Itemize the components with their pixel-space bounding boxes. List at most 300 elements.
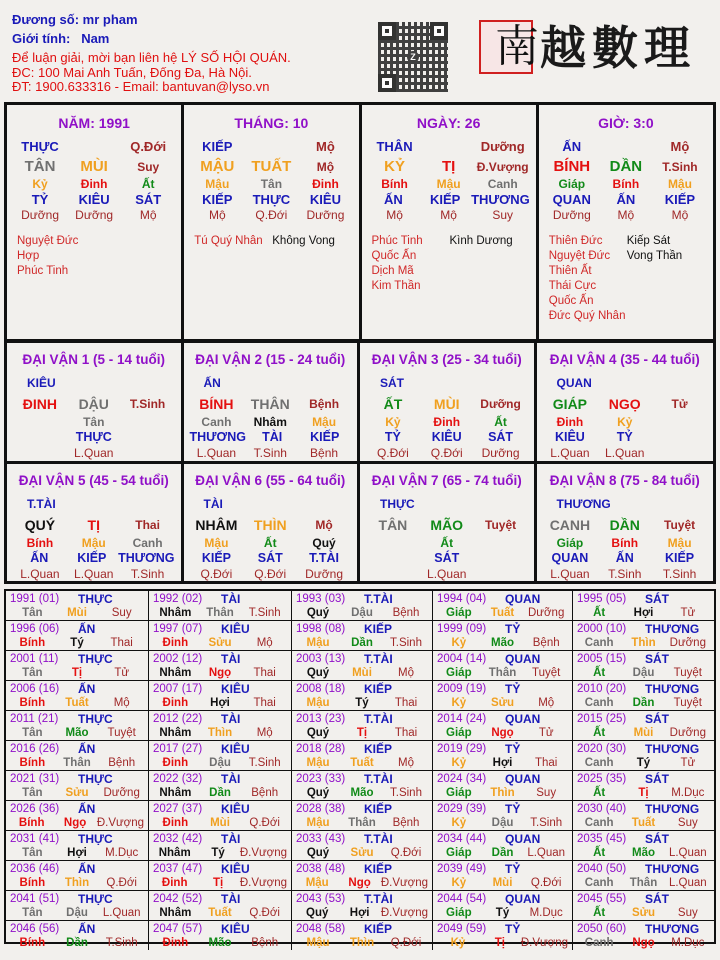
year-stage: Mộ <box>256 637 273 649</box>
year-ten-god: TÀI <box>221 652 241 666</box>
year-ten-god: TỶ <box>505 622 521 636</box>
year-ten-god: SÁT <box>645 652 669 666</box>
year-header <box>296 772 428 786</box>
year-stage: Đ.Vượng <box>380 907 429 919</box>
hidden-state <box>474 566 528 582</box>
year-pillar <box>437 936 568 950</box>
dai-van-title: ĐẠI VẬN 6 (55 - 64 tuổi) <box>195 473 346 488</box>
year-branch: Ngọ <box>208 667 232 679</box>
heavenly-stem: ĐINH <box>22 396 58 412</box>
year-branch: Dậu <box>351 607 373 619</box>
life-stage: Mộ <box>315 518 333 532</box>
year-branch: Mão <box>208 937 232 949</box>
year-stage: Q.Đới <box>390 937 422 949</box>
year-branch: Sửu <box>490 697 515 709</box>
year-stage: Mộ <box>256 727 273 739</box>
year-ten-god: ẤN <box>78 862 96 876</box>
year-stem: Giáp <box>446 727 472 739</box>
year-header <box>577 742 710 756</box>
hidden-stem: Canh <box>487 177 518 191</box>
year-cell <box>433 771 573 801</box>
hidden-stem: Canh <box>132 536 163 550</box>
hidden-stem: Giáp <box>556 536 584 550</box>
year-header <box>437 742 568 756</box>
year-header <box>437 802 568 816</box>
year-cell <box>149 831 292 861</box>
year-ten-god: KIÊU <box>221 802 250 816</box>
year-stem: Giáp <box>446 787 472 799</box>
year-stem: Quý <box>306 667 330 679</box>
year-branch: Ngọ <box>491 727 514 739</box>
earthly-branch: MÙI <box>433 396 460 412</box>
year-pillar <box>437 666 568 680</box>
hidden-god: KIẾP <box>202 192 233 207</box>
year-label: 2007 (17) <box>153 683 203 695</box>
yearly-luck-table <box>4 589 716 949</box>
hidden-stem: Kỷ <box>32 177 48 191</box>
pillar-ten-god: ẤN <box>562 139 582 154</box>
hidden-gods-row <box>184 430 358 445</box>
year-pillar <box>296 696 428 710</box>
year-header <box>10 652 144 666</box>
dai-van-title: ĐẠI VẬN 2 (15 - 24 tuổi) <box>195 352 346 367</box>
hidden-stem <box>474 536 528 551</box>
year-stem: Ất <box>593 907 606 919</box>
good-star: Kim Thần <box>371 280 421 292</box>
year-ten-god: T.TÀI <box>364 772 393 786</box>
year-branch: Ngọ <box>348 877 371 889</box>
seal-character: 南 <box>495 21 539 72</box>
year-stage: L.Quan <box>102 907 141 919</box>
year-stage: Tử <box>114 667 130 679</box>
owner-label: Đương số: <box>12 12 80 27</box>
hidden-state: T.Sinh <box>662 567 697 581</box>
year-ten-god: KIẾP <box>364 802 393 816</box>
pillar-stem-row <box>7 157 181 177</box>
year-stem: Quý <box>306 607 330 619</box>
life-stage: Dưỡng <box>480 397 521 411</box>
year-header <box>437 832 568 846</box>
hidden-state: Q.Đới <box>255 208 288 222</box>
hidden-states-row <box>537 445 714 461</box>
hidden-states-row <box>539 207 713 224</box>
hidden-stem: Ất <box>141 177 155 191</box>
year-header <box>153 652 287 666</box>
four-pillars-panel <box>4 102 716 342</box>
hidden-gods-row <box>360 551 534 566</box>
hidden-stem: Bính <box>381 177 408 191</box>
year-cell <box>292 801 433 831</box>
year-stem: Quý <box>306 907 329 919</box>
year-ten-god: ẤN <box>78 742 96 756</box>
year-branch: Hợi <box>349 907 370 919</box>
year-cell <box>573 621 714 651</box>
good-stars <box>372 234 450 294</box>
hidden-stems-row <box>537 415 714 430</box>
year-label: 2005 (15) <box>577 653 627 665</box>
year-cell <box>149 771 292 801</box>
hidden-state: Mộ <box>671 208 689 222</box>
year-label: 2018 (28) <box>296 743 346 755</box>
year-stem: Canh <box>584 637 614 649</box>
dai-van-cell-3 <box>360 343 537 464</box>
year-cell <box>292 861 433 891</box>
hidden-stem: Mậu <box>204 536 229 550</box>
hidden-stem: Tân <box>83 415 105 429</box>
hidden-gods-row <box>537 430 714 445</box>
year-pillar <box>437 846 568 860</box>
year-branch: Tị <box>212 877 224 889</box>
dai-van-cell-8 <box>537 464 714 582</box>
year-header <box>10 592 144 606</box>
contact-line-3: ĐT: 1900.633316 - Email: bantuvan@lyso.vn <box>12 79 270 94</box>
year-label: 2001 (11) <box>10 653 59 665</box>
year-label: 2026 (36) <box>10 803 60 815</box>
year-ten-god: KIÊU <box>221 742 250 756</box>
year-pillar <box>10 816 144 830</box>
year-branch: Tị <box>638 787 649 799</box>
year-header <box>437 922 568 936</box>
year-stage: Mộ <box>398 667 414 679</box>
hidden-state: Dưỡng <box>481 446 520 460</box>
year-stem: Đinh <box>161 877 188 889</box>
year-header <box>10 862 144 876</box>
hidden-god: KIẾP <box>430 192 461 207</box>
year-header <box>577 802 710 816</box>
year-stem: Tân <box>22 667 43 679</box>
year-stage: T.Sinh <box>105 937 138 949</box>
year-pillar <box>153 816 287 830</box>
year-label: 2037 (47) <box>153 863 203 875</box>
year-header <box>153 592 287 606</box>
year-branch: Thìn <box>631 637 656 649</box>
year-stage: Q.Đới <box>106 877 137 889</box>
year-branch: Ngọ <box>63 817 87 829</box>
year-ten-god: THƯƠNG <box>645 622 700 636</box>
year-pillar <box>577 696 710 710</box>
year-header <box>437 862 568 876</box>
year-branch: Mùi <box>210 817 230 829</box>
year-branch: Thìn <box>349 937 375 949</box>
year-label: 2047 (57) <box>153 923 203 935</box>
good-star: Phúc Tinh <box>17 265 69 277</box>
hidden-stem: Bính <box>612 177 640 191</box>
year-header <box>296 742 428 756</box>
year-cell <box>573 771 714 801</box>
year-header <box>10 712 144 726</box>
year-branch: Tý <box>495 907 510 919</box>
year-ten-god: QUAN <box>505 712 541 726</box>
year-branch: Mão <box>491 637 514 649</box>
year-stem: Bính <box>18 817 45 829</box>
hidden-state: T.Sinh <box>253 446 287 460</box>
year-stage: Tuyệt <box>532 667 561 679</box>
year-ten-god: KIÊU <box>221 922 250 936</box>
year-stage: Tuyệt <box>107 727 136 739</box>
hidden-god: ẤN <box>384 192 403 207</box>
dai-van-ten-god: THƯƠNG <box>556 497 611 511</box>
year-label: 2028 (38) <box>296 803 346 815</box>
year-label: 2042 (52) <box>153 893 203 905</box>
heavenly-stem: ẤT <box>383 396 403 412</box>
life-stage: Mộ <box>316 160 335 174</box>
year-cell <box>433 741 573 771</box>
year-pillar <box>10 876 144 890</box>
qr-code-icon <box>378 22 448 92</box>
year-pillar <box>296 876 428 890</box>
year-label: 1994 (04) <box>437 593 487 605</box>
hidden-god <box>121 430 175 445</box>
year-cell <box>433 831 573 861</box>
bad-star: Kiếp Sát <box>626 235 671 247</box>
year-branch: Sửu <box>208 637 232 649</box>
year-header <box>10 682 144 696</box>
year-header <box>296 832 428 846</box>
dai-van-ten-god: THỰC <box>380 497 415 511</box>
year-label: 2040 (50) <box>577 863 627 875</box>
year-header <box>10 892 144 906</box>
year-stage: Q.Đới <box>390 847 422 859</box>
earthly-branch: THÂN <box>250 396 290 412</box>
logo-text: 越數理 <box>540 21 696 75</box>
good-star: Đức Quý Nhân <box>548 310 626 322</box>
hidden-stem: Quý <box>312 536 336 550</box>
hidden-state: L.Quan <box>196 446 237 460</box>
hidden-state: Dưỡng <box>306 208 345 222</box>
year-cell <box>292 891 433 921</box>
year-header <box>296 892 428 906</box>
year-stem: Bính <box>19 937 46 949</box>
hidden-god: ẤN <box>616 192 636 207</box>
year-stem: Canh <box>584 757 614 769</box>
year-label: 2016 (26) <box>10 743 60 755</box>
hidden-god: THƯƠNG <box>471 192 530 207</box>
year-ten-god: TÀI <box>221 712 241 726</box>
earthly-branch: DẦN <box>609 158 643 175</box>
hidden-states-row <box>362 207 536 224</box>
hidden-stem: Mậu <box>312 415 337 429</box>
year-cell <box>292 591 433 621</box>
year-cell <box>149 801 292 831</box>
hidden-stem <box>121 415 175 430</box>
year-cell <box>149 681 292 711</box>
year-label: 1996 (06) <box>10 623 60 635</box>
good-stars <box>17 234 95 279</box>
year-label: 1993 (03) <box>296 593 346 605</box>
year-pillar <box>577 936 710 950</box>
year-branch: Thân <box>63 757 91 769</box>
dai-van-ten-god: ẤN <box>203 376 221 390</box>
hidden-gods-row <box>7 551 181 566</box>
life-stage: T.Sinh <box>129 397 166 411</box>
earthly-branch: MÙI <box>80 158 108 175</box>
year-pillar <box>437 636 568 650</box>
year-ten-god: KIÊU <box>221 862 250 876</box>
year-stage: Q.Đới <box>530 877 562 889</box>
year-branch: Hợi <box>67 847 87 859</box>
year-stem: Mậu <box>306 697 330 709</box>
pillar-god-row <box>7 137 181 157</box>
hidden-stems-row <box>184 536 358 551</box>
year-cell <box>433 921 573 950</box>
hidden-god: TỶ <box>31 192 49 207</box>
year-ten-god: ẤN <box>78 922 96 936</box>
year-pillar <box>437 876 568 890</box>
year-branch: Hợi <box>633 607 654 619</box>
year-branch: Tuất <box>350 757 374 769</box>
year-label: 1992 (02) <box>153 593 203 605</box>
year-cell <box>6 801 149 831</box>
heavenly-stem: BÍNH <box>553 158 591 175</box>
year-ten-god: TÀI <box>221 772 241 786</box>
hidden-state: L.Quan <box>550 567 590 581</box>
year-label: 2034 (44) <box>437 833 487 845</box>
year-cell <box>6 651 149 681</box>
year-cell <box>433 801 573 831</box>
year-header <box>153 922 287 936</box>
pillar-god-row <box>184 137 358 157</box>
year-stem: Đinh <box>162 697 189 709</box>
year-stem: Nhâm <box>159 667 192 679</box>
year-label: 2049 (59) <box>437 923 487 935</box>
hidden-stem: Canh <box>201 415 232 429</box>
year-pillar <box>153 666 287 680</box>
year-label: 2041 (51) <box>10 893 60 905</box>
year-label: 1995 (05) <box>577 593 627 605</box>
year-cell <box>573 711 714 741</box>
hidden-stem: Ất <box>263 536 277 550</box>
year-label: 2027 (37) <box>153 803 203 815</box>
year-header <box>296 712 428 726</box>
year-stem: Kỷ <box>451 757 467 769</box>
hidden-stem: Nhâm <box>253 415 287 429</box>
year-stage: Thai <box>534 757 558 769</box>
heavenly-stem: GIÁP <box>552 396 588 412</box>
year-cell <box>292 681 433 711</box>
year-label: 2019 (29) <box>437 743 487 755</box>
year-pillar <box>153 606 287 620</box>
pillar-0 <box>7 105 184 339</box>
year-stage: Mộ <box>113 697 130 709</box>
year-stage: Tuyệt <box>673 667 702 679</box>
heavenly-stem: QUÝ <box>24 517 56 533</box>
stars-list <box>539 224 713 324</box>
year-ten-god: QUAN <box>505 832 541 846</box>
heavenly-stem: CANH <box>549 517 591 533</box>
year-stem: Canh <box>584 877 614 889</box>
hidden-god: TỶ <box>384 430 401 444</box>
year-pillar <box>153 846 287 860</box>
year-branch: Tị <box>71 667 83 679</box>
earthly-branch: DẬU <box>78 396 109 412</box>
year-pillar <box>153 936 287 950</box>
dai-van-cell-4 <box>537 343 714 464</box>
year-header <box>437 652 568 666</box>
year-stage: Đ.Vượng <box>239 847 288 859</box>
year-stem: Đinh <box>162 637 189 649</box>
year-pillar <box>10 696 144 710</box>
hidden-stem: Bính <box>611 536 639 550</box>
dai-van-title: ĐẠI VẬN 3 (25 - 34 tuổi) <box>371 352 522 367</box>
year-stage: Q.Đới <box>249 817 280 829</box>
owner-value: mr pham <box>82 12 138 27</box>
year-stem: Đinh <box>162 937 189 949</box>
hidden-state: Q.Đới <box>200 567 233 581</box>
year-pillar <box>296 846 428 860</box>
year-stage: Dưỡng <box>669 727 706 739</box>
year-stem: Mậu <box>306 817 330 829</box>
hidden-states-row <box>184 207 358 224</box>
seal-stamp-icon <box>479 20 539 74</box>
hidden-stems-row <box>7 536 181 551</box>
year-ten-god: THƯƠNG <box>645 862 700 876</box>
year-cell <box>573 891 714 921</box>
life-stage: Tuyệt <box>664 518 696 532</box>
hidden-god: THỰC <box>252 192 291 207</box>
year-branch: Thìn <box>64 877 90 889</box>
year-stem: Đinh <box>162 817 189 829</box>
earthly-branch: TUẤT <box>251 158 292 175</box>
year-pillar <box>296 726 428 740</box>
year-header <box>296 622 428 636</box>
year-label: 2048 (58) <box>296 923 346 935</box>
earthly-branch: DẦN <box>609 517 640 533</box>
spacer <box>599 137 653 157</box>
heavenly-stem: MẬU <box>200 158 235 175</box>
year-header <box>10 772 144 786</box>
dai-van-cell-5 <box>7 464 184 582</box>
hidden-state: L.Quan <box>605 446 645 460</box>
good-star: Thiên Ất <box>548 265 592 277</box>
contact-line-2: ĐC: 100 Mai Anh Tuấn, Đống Đa, Hà Nội. <box>12 64 252 80</box>
zalo-icon: Z <box>407 51 419 63</box>
year-pillar <box>296 906 428 920</box>
year-branch: Tuất <box>208 907 232 919</box>
year-label: 2024 (34) <box>437 773 487 785</box>
year-branch: Dần <box>632 697 655 709</box>
gender-line <box>12 29 291 48</box>
year-label: 1998 (08) <box>296 623 346 635</box>
year-label: 2043 (53) <box>296 893 346 905</box>
pillar-god-state: Q.Đới <box>130 139 167 154</box>
year-branch: Tị <box>356 727 368 739</box>
year-pillar <box>577 906 710 920</box>
year-pillar <box>296 756 428 770</box>
hidden-state: Q.Đới <box>254 567 287 581</box>
year-pillar <box>153 756 287 770</box>
dai-van-ten-god: KIÊU <box>27 376 56 390</box>
dai-van-cell-2 <box>184 343 361 464</box>
hidden-gods-row <box>7 192 181 207</box>
dai-van-ten-god: T.TÀI <box>27 497 56 511</box>
heavenly-stem: NHÂM <box>195 517 238 533</box>
year-branch: Tuất <box>490 607 515 619</box>
year-ten-god: THƯƠNG <box>645 802 700 816</box>
hidden-gods-row <box>539 192 713 207</box>
year-ten-god: QUAN <box>505 772 541 786</box>
year-ten-god: SÁT <box>645 592 669 606</box>
hidden-states-row <box>537 566 714 582</box>
year-ten-god: THỰC <box>78 712 113 726</box>
year-pillar <box>296 816 428 830</box>
life-stage: Thai <box>135 518 160 532</box>
hidden-state <box>366 566 420 582</box>
hidden-gods-row <box>360 430 534 445</box>
year-cell <box>6 861 149 891</box>
year-cell <box>149 621 292 651</box>
heavenly-stem: TÂN <box>378 517 408 533</box>
year-pillar <box>577 756 710 770</box>
